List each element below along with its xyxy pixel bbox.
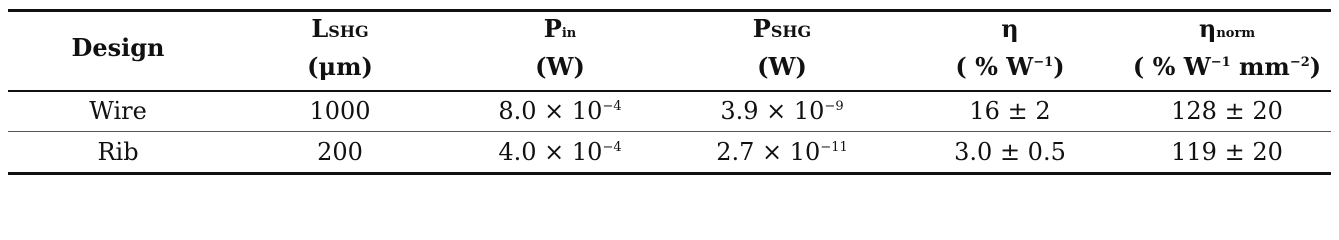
table-cell-etanorm: 119 ± 20 [1171, 138, 1283, 166]
table-cell-pin: $8.0 \times 10^{-4}$ [498, 97, 622, 125]
header-etanorm-symbol: ηnorm [1198, 14, 1256, 43]
table-cell-eta: 16 ± 2 [969, 97, 1051, 125]
table-cell-pin: $4.0 \times 10^{-4}$ [498, 138, 622, 166]
header-eta-symbol: η [1001, 14, 1019, 43]
table-bottom-rule [8, 172, 1331, 175]
table-row-divider [8, 131, 1331, 132]
table-top-rule [8, 9, 1331, 12]
header-eta-unit: ( % $W^{-1}$) [955, 52, 1065, 81]
table-cell-etanorm: 128 ± 20 [1171, 97, 1283, 125]
table-cell-eta: 3.0 ± 0.5 [954, 138, 1066, 166]
header-pshg-unit: (W) [757, 52, 807, 81]
table-cell-design: Rib [97, 138, 139, 166]
header-lshg-unit: (μm) [307, 52, 373, 81]
header-lshg-symbol: LSHG [311, 14, 369, 43]
header-pshg-symbol: PSHG [752, 14, 812, 43]
header-pin-symbol: Pin [543, 14, 577, 43]
table-cell-pshg: $3.9 \times 10^{-9}$ [720, 97, 844, 125]
table-cell-design: Wire [89, 97, 147, 125]
table-header-rule [8, 90, 1331, 92]
header-etanorm-unit: ( % $W^{-1}$ $mm^{-2}$) [1132, 52, 1322, 81]
header-design: Design [71, 33, 165, 62]
table-cell-lshg: 200 [317, 138, 363, 166]
table-cell-pshg: $2.7 \times 10^{-11}$ [716, 138, 848, 166]
table-cell-lshg: 1000 [309, 97, 371, 125]
header-pin-unit: (W) [535, 52, 585, 81]
